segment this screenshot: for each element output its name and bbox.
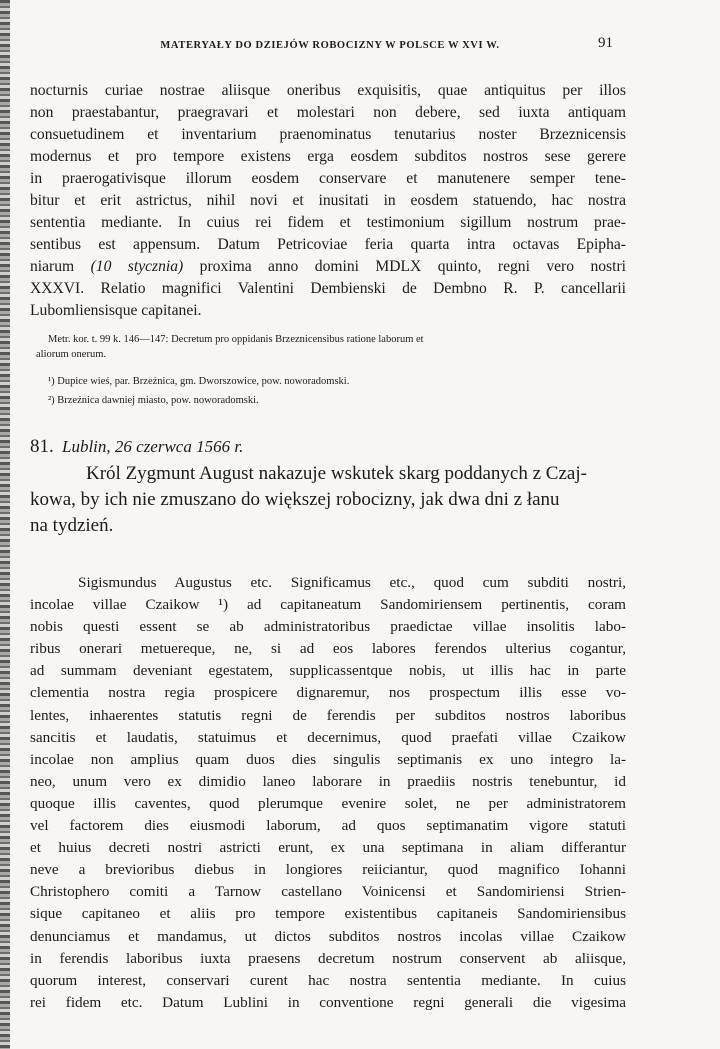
- text-line: clementia nostra regia prospicere dignaremur, nos prospectum illis esse vo-: [30, 684, 626, 702]
- summary-line: na tydzień.: [30, 515, 114, 536]
- paragraph-1: [30, 80, 626, 322]
- text-line: incolae non amplius quam duos dies singulis septimanis ex uno integro la-: [30, 750, 626, 768]
- text-line: consuetudinem et inventarium praenominatus tenutarius noster Brzeznicensis: [30, 126, 626, 143]
- text-line: quorum interest, conservari curent hac nostra sententia mediante. In cuius: [30, 971, 626, 989]
- footnote-2: ²) Brzeźnica dawniej miasto, pow. noworadomski.: [48, 395, 259, 406]
- text-line: in praerogativisque illorum eosdem conservare et manutenere semper tene-: [30, 170, 626, 187]
- text-line: sancitis et laudatis, statuimus et decernimus, quod praefati villae Czaikow: [30, 728, 626, 746]
- page-number: 91: [598, 35, 613, 51]
- text-line: nobis questi essent se ab administratoribus praedictae villae insolitis labo-: [30, 618, 626, 636]
- summary-line: kowa, by ich nie zmuszano do większej robocizny, jak dwa dni z łanu: [30, 489, 560, 510]
- text-line: in ferendis laboribus iuxta praesens decretum nostrum conservent ab aliisque,: [30, 949, 626, 967]
- text-line: neve a brevioribus diebus in longiores reiiciantur, quod magnifico Iohanni: [30, 861, 626, 879]
- text-line: XXXVI. Relatio magnifici Valentini Dembienski de Dembno R. P. cancellarii: [30, 280, 626, 297]
- source-citation: Metr. kor. t. 99 k. 146—147: Decretum pro oppidanis Brzeznicensibus ratione laborum et: [48, 334, 424, 345]
- text-line: incolae villae Czaikow ¹) ad capitaneatum Sandomiriensem pertinentis, coram: [30, 596, 626, 614]
- text-line: ribus onerari metuereque, ne, si ad eos labores ferendos ulterius cogantur,: [30, 640, 626, 658]
- running-header: MATERYAŁY DO DZIEJÓW ROBOCIZNY W POLSCE W XVI W.: [160, 40, 500, 51]
- text-line: nocturnis curiae nostrae aliisque oneribus exquisitis, quae antiquitus per illos: [30, 82, 626, 99]
- text-fragment: proxima anno domini MDLX quinto, regni vero nostri: [183, 258, 626, 275]
- paragraph-2: [30, 572, 626, 1014]
- text-line: vel factorem dies eiusmodi laborum, ad quos septimanatim vigore statuti: [30, 817, 626, 835]
- summary-line: Król Zygmunt August nakazuje wskutek skarg poddanych z Czaj-: [86, 463, 587, 484]
- text-line: et huius decreti nostri astricti erunt, ex una septimana in aliam differantur: [30, 839, 626, 857]
- source-note: [36, 330, 626, 364]
- text-fragment: niarum: [30, 258, 91, 275]
- document-heading: [30, 436, 243, 458]
- text-line: ad summam deveniant egestatem, supplicassentque nobis, ut illis hac in parte: [30, 662, 626, 680]
- page-binding-edge: [0, 0, 10, 1049]
- text-line: non praestabantur, praegravari et molestari non debere, sed iuxta antiquam: [30, 104, 626, 121]
- document-number: 81.: [30, 436, 54, 457]
- document-summary: [30, 461, 630, 539]
- date-note: (10 stycznia): [90, 258, 184, 275]
- text-line: modernus et pro tempore existens erga eosdem subditos nostros sese gerere: [30, 148, 626, 165]
- text-line: bitur et erit astrictus, nihil novi et inusitati in eosdem statuendo, hac nostra: [30, 192, 626, 209]
- text-line: lentes, inhaerentes statutis regni de ferendis per subditos nostros laboribus: [30, 706, 626, 724]
- text-line: Sigismundus Augustus etc. Significamus etc., quod cum subditi nostri,: [78, 574, 626, 591]
- text-line: quoque illis caventes, quod plerumque evenire solet, ne per administratorem: [30, 794, 626, 812]
- text-line-with-date: [30, 256, 626, 278]
- text-line: rei fidem etc. Datum Lublini in conventione regni generali die vigesima: [30, 993, 626, 1011]
- footnote-1: ¹) Dupice wieś, par. Brzeźnica, gm. Dworszowice, pow. noworadomski.: [48, 376, 350, 387]
- text-line: sique capitaneo et aliis pro tempore existentibus capitaneis Sandomiriensibus: [30, 905, 626, 923]
- text-line: Lubomliensisque capitanei.: [30, 302, 202, 319]
- text-line: neo, unum vero ex dimidio laneo laborare in praediis nostris tenebuntur, id: [30, 772, 626, 790]
- text-line: sententia mediante. In cuius rei fidem et testimonium sigillum nostrum prae-: [30, 214, 626, 231]
- text-line: Christophero comiti a Tarnow castellano Voinicensi et Sandomiriensi Strien-: [30, 883, 626, 901]
- document-place-date: Lublin, 26 czerwca 1566 r.: [62, 437, 244, 456]
- footnotes: [36, 372, 626, 410]
- source-citation-cont: aliorum onerum.: [36, 349, 106, 360]
- text-line: sentibus est appensum. Datum Petricoviae feria quarta intra octavas Epipha-: [30, 236, 626, 253]
- text-line: denunciamus et mandamus, ut dictos subditos nostros incolas villae Czaikow: [30, 927, 626, 945]
